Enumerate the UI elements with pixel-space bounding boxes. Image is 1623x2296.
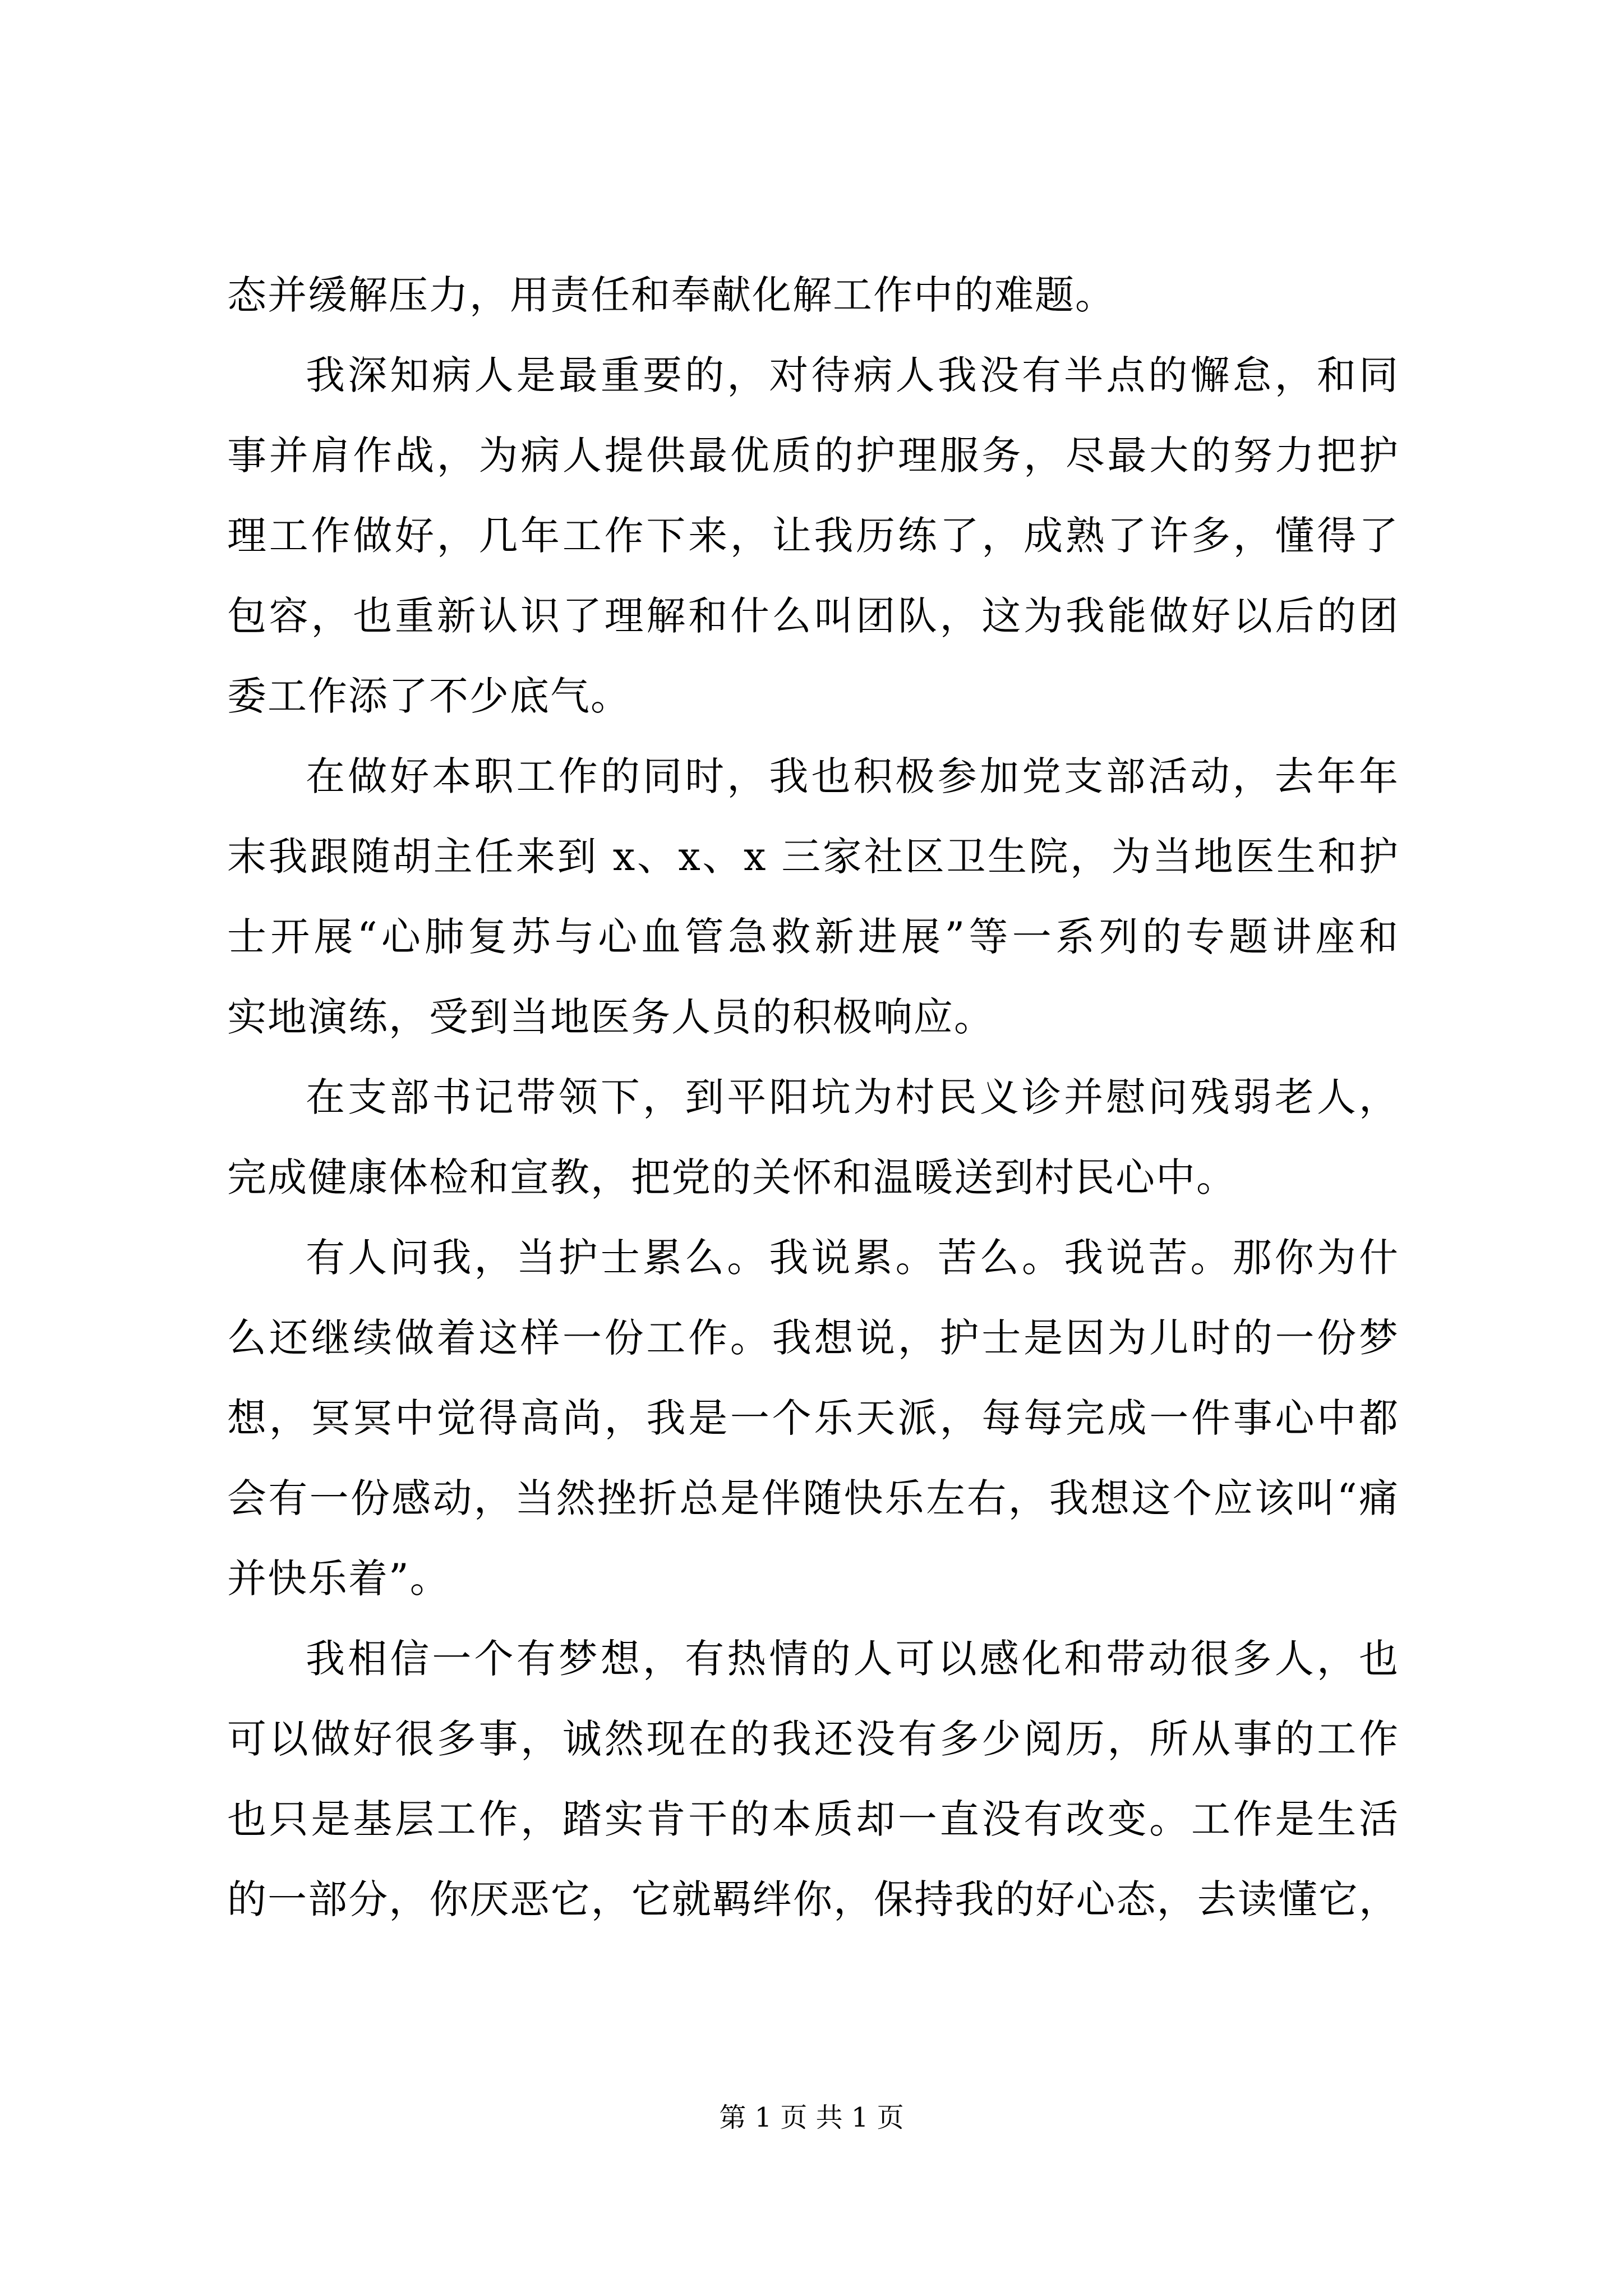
text-line: 在做好本职工作的同时，我也积极参加党支部活动，去年年	[306, 753, 1399, 799]
text-line: 完成健康体检和宣教，把党的关怀和温暖送到村民心中。	[227, 1154, 1237, 1200]
text-line: 想，冥冥中觉得高尚，我是一个乐天派，每每完成一件事心中都	[227, 1395, 1399, 1441]
text-line: 有人问我，当护士累么。我说累。苦么。我说苦。那你为什	[306, 1235, 1399, 1281]
document-body	[227, 255, 1399, 1940]
text-line: 委工作添了不少底气。	[227, 673, 631, 719]
text-line: 的一部分，你厌恶它，它就羁绊你，保持我的好心态，去读懂它，	[227, 1876, 1399, 1922]
text-line: 么还继续做着这样一份工作。我想说，护士是因为儿时的一份梦	[227, 1315, 1399, 1361]
text-line: 态并缓解压力，用责任和奉献化解工作中的难题。	[227, 272, 1115, 318]
text-line: 实地演练，受到当地医务人员的积极响应。	[227, 994, 994, 1040]
text-line: 理工作做好，几年工作下来，让我历练了，成熟了许多，懂得了	[227, 513, 1399, 559]
text-line: 士开展“心肺复苏与心血管急救新进展”等一系列的专题讲座和	[227, 914, 1399, 960]
text-line: 在支部书记带领下，到平阳坑为村民义诊并慰问残弱老人，	[306, 1074, 1399, 1120]
text-line: 可以做好很多事，诚然现在的我还没有多少阅历，所从事的工作	[227, 1716, 1399, 1762]
text-line: 会有一份感动，当然挫折总是伴随快乐左右，我想这个应该叫“痛	[227, 1475, 1399, 1521]
text-line: 包容，也重新认识了理解和什么叫团队，这为我能做好以后的团	[227, 593, 1399, 639]
page-footer: 第 1 页 共 1 页	[719, 2102, 904, 2133]
text-line: 末我跟随胡主任来到 x、x、x 三家社区卫生院，为当地医生和护	[227, 834, 1399, 880]
text-line: 我相信一个有梦想，有热情的人可以感化和带动很多人，也	[306, 1636, 1399, 1682]
text-line: 并快乐着”。	[227, 1556, 450, 1602]
text-line: 我深知病人是最重要的，对待病人我没有半点的懈怠，和同	[306, 352, 1399, 398]
text-line: 也只是基层工作，踏实肯干的本质却一直没有改变。工作是生活	[227, 1796, 1399, 1842]
text-line: 事并肩作战，为病人提供最优质的护理服务，尽最大的努力把护	[227, 432, 1399, 478]
